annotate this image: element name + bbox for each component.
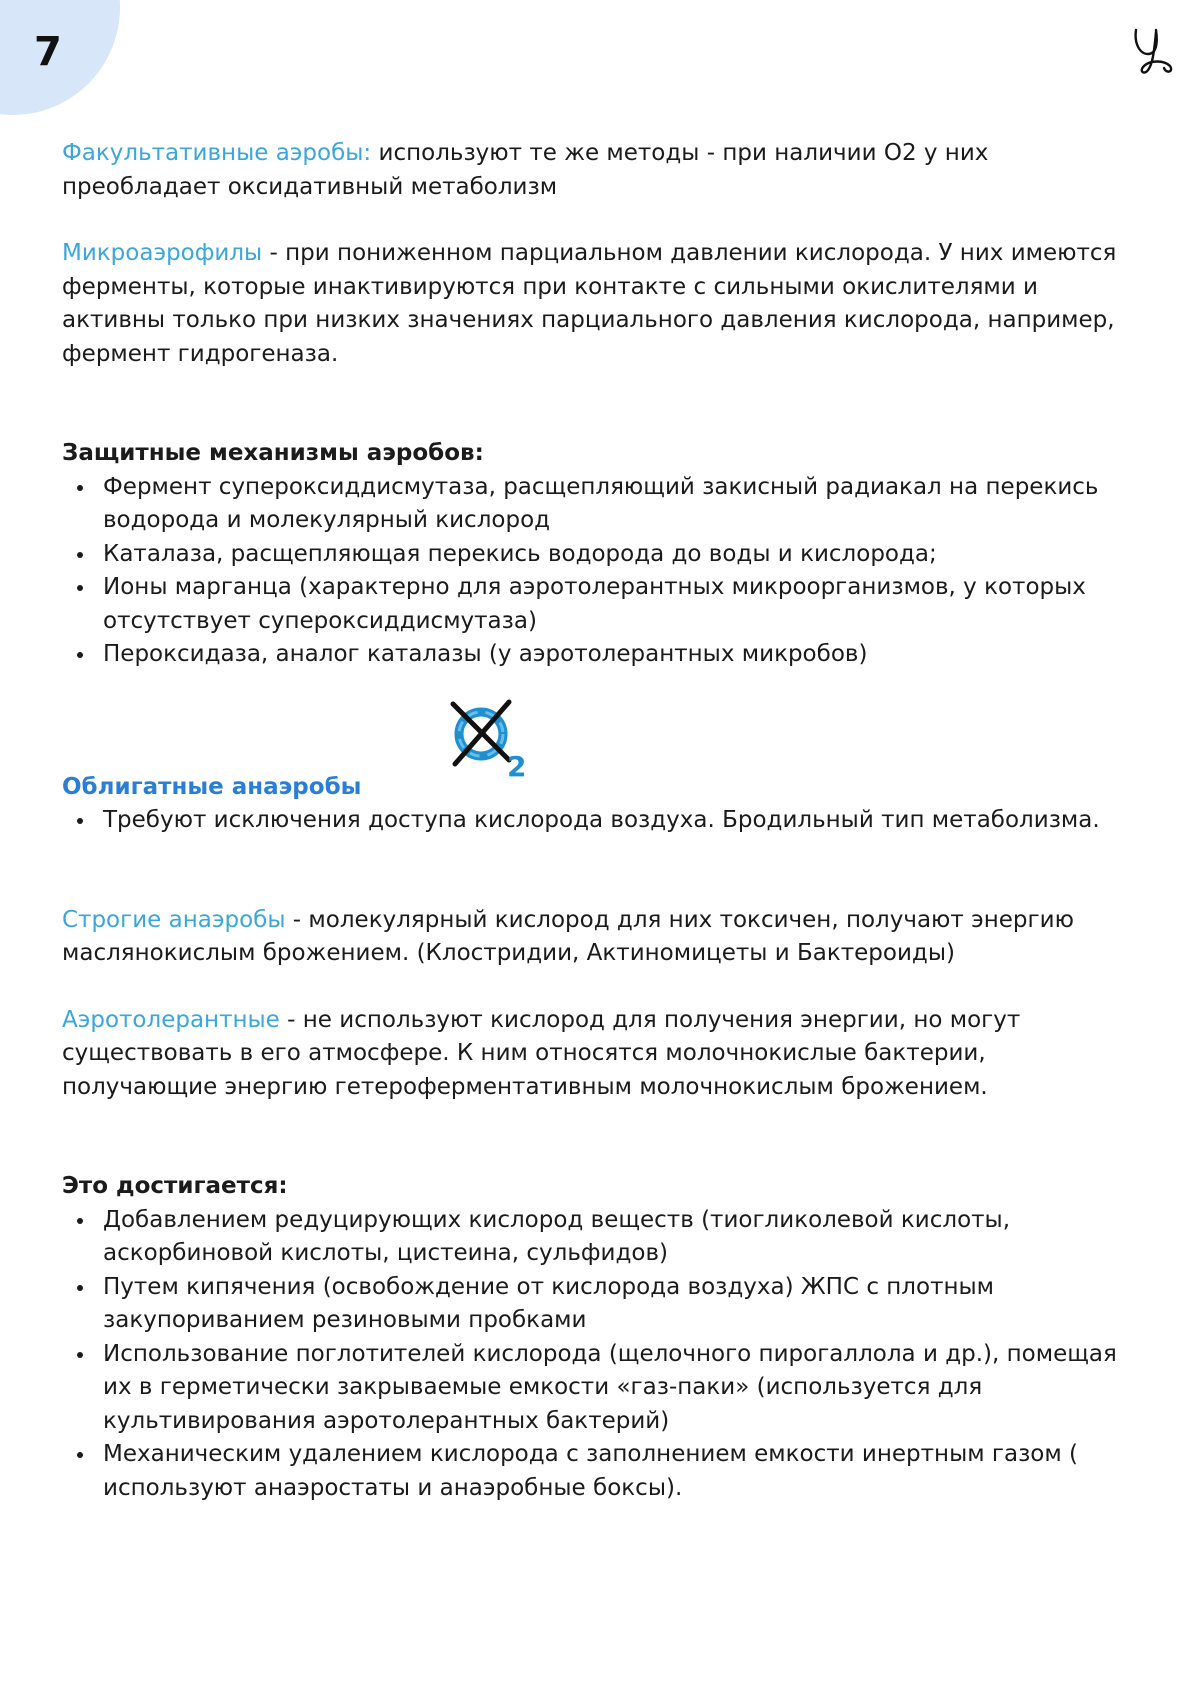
list-item: Пероксидаза, аналог каталазы (у аэротолерантных микробов) xyxy=(103,638,1142,672)
list-item: Фермент супероксиддисмутаза, расщепляющий закисный радиакал на перекись водорода и молекулярный кислород xyxy=(103,471,1142,538)
achieved-list xyxy=(62,1204,1142,1506)
list-item: Ионы марганца (характерно для аэротолерантных микроорганизмов, у которых отсутствует супероксиддисмутаза) xyxy=(103,571,1142,638)
list-item: Каталаза, расщепляющая перекись водорода до воды и кислорода; xyxy=(103,538,1142,572)
strict-paragraph xyxy=(62,904,1142,971)
brand-logo-icon xyxy=(1130,24,1176,76)
microaerophiles-text: - при пониженном парциальном давлении кислорода. У них имеются ферменты, которые инактивируются при контакте с сильными окислителями и активны только при низких значениях парциального давления кислорода, например, фермент гидрогеназа. xyxy=(62,240,1117,367)
aerotolerant-text: - не используют кислород для получения энергии, но могут существовать в его атмосфере. К ним относятся молочнокислые бактерии, получающие энергию гетероферментативным молочнокислым брожением. xyxy=(62,1006,1021,1100)
facultative-term: Факультативные аэробы: xyxy=(62,140,372,166)
strict-term: Строгие анаэробы xyxy=(62,906,286,933)
o2-subscript: 2 xyxy=(507,750,527,780)
list-item: Добавлением редуцирующих кислород веществ (тиогликолевой кислоты, аскорбиновой кислоты, цистеина, сульфидов) xyxy=(103,1204,1142,1271)
aerotolerant-paragraph xyxy=(62,1004,1142,1105)
achieved-title: Это достигается: xyxy=(62,1173,288,1199)
microaerophiles-term: Микроаэрофилы xyxy=(62,240,263,266)
protective-title: Защитные механизмы аэробов: xyxy=(62,440,484,466)
facultative-text: используют те же методы - при наличии О2 у них преобладает оксидативный метаболизм xyxy=(62,140,989,200)
document-body xyxy=(62,137,1142,1505)
crossed-o2-icon xyxy=(445,696,531,780)
page-number: 7 xyxy=(34,29,62,75)
obligate-list xyxy=(62,804,1142,838)
list-item: Путем кипячения (освобождение от кислорода воздуха) ЖПС с плотным закупориванием резиновыми пробками xyxy=(103,1271,1142,1338)
protective-list xyxy=(62,471,1142,672)
list-item: Механическим удалением кислорода с заполнением емкости инертным газом ( используют анаэростаты и анаэробные боксы). xyxy=(103,1438,1142,1505)
aerotolerant-term: Аэротолерантные xyxy=(62,1006,280,1033)
strict-text: - молекулярный кислород для них токсичен, получают энергию маслянокислым брожением. (Клостридии, Актиномицеты и Бактероиды) xyxy=(62,906,1074,966)
obligate-title: Облигатные анаэробы xyxy=(62,773,362,800)
microaerophiles-paragraph xyxy=(62,237,1142,371)
facultative-paragraph xyxy=(62,137,1142,204)
list-item: Требуют исключения доступа кислорода воздуха. Бродильный тип метаболизма. xyxy=(103,804,1142,838)
list-item: Использование поглотителей кислорода (щелочного пирогаллола и др.), помещая их в герметически закрываемые емкости «газ-паки» (используется для культивирования аэротолерантных бактерий) xyxy=(103,1338,1142,1439)
